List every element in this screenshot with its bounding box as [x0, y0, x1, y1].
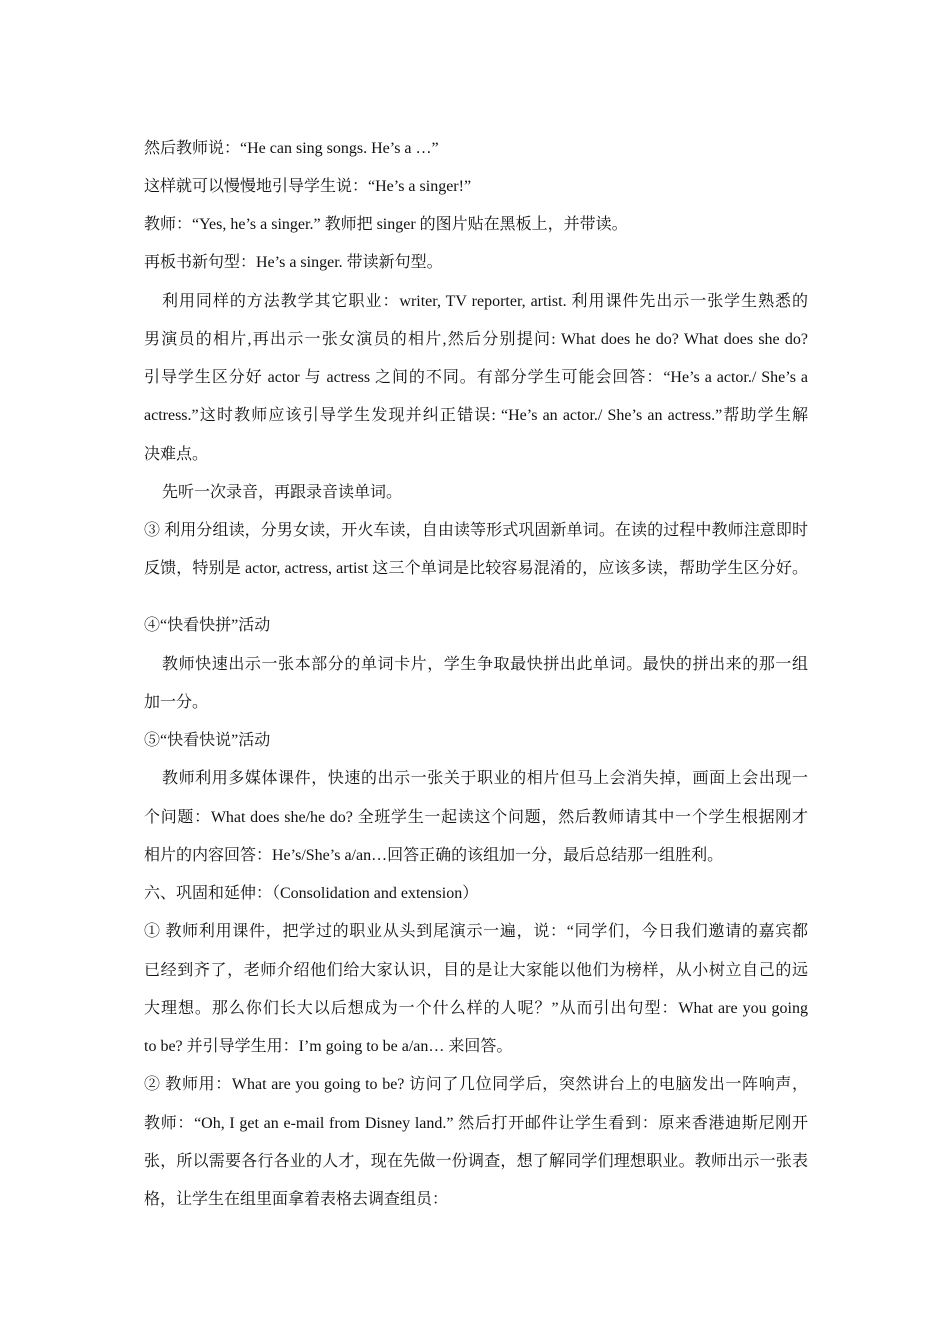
text-line: 引导学生区分好 actor 与 actress 之间的不同。有部分学生可能会回答：“He’s a actor./ She’s a — [144, 369, 808, 386]
text-line: 已经到齐了，老师介绍他们给大家认识，目的是让大家能以他们为榜样，从小树立自己的远 — [144, 962, 808, 979]
text-line: 大理想。那么你们长大以后想成为一个什么样的人呢？”从而引出句型：What are you going — [144, 1000, 808, 1017]
text-line: 张，所以需要各行各业的人才，现在先做一份调查，想了解同学们理想职业。教师出示一张表 — [144, 1153, 808, 1170]
text-line: 格，让学生在组里面拿着表格去调查组员： — [144, 1191, 449, 1208]
text-line: 先听一次录音，再跟录音读单词。 — [162, 484, 403, 501]
text-line: 教师：“Oh, I get an e-mail from Disney land.” 然后打开邮件让学生看到：原来香港迪斯尼刚开 — [144, 1115, 808, 1132]
text-line: actress.”这时教师应该引导学生发现并纠正错误: “He’s an actor./ She’s an actress.”帮助学生解 — [144, 407, 808, 424]
text-line: 决难点。 — [144, 446, 209, 463]
text-line: 个问题：What does she/he do? 全班学生一起读这个问题，然后教师请其中一个学生根据刚才 — [144, 809, 808, 826]
text-line: ① 教师利用课件，把学过的职业从头到尾演示一遍，说：“同学们，今日我们邀请的嘉宾都 — [144, 923, 808, 940]
section-heading: 六、巩固和延伸：（Consolidation and extension） — [144, 885, 479, 902]
text-line: 男演员的相片,再出示一张女演员的相片,然后分别提问: What does he do? What does she do? — [144, 331, 808, 348]
text-line: to be? 并引导学生用：I’m going to be a/an… 来回答。 — [144, 1038, 513, 1055]
text-line: 加一分。 — [144, 694, 209, 711]
text-line: 反馈，特别是 actor, actress, artist 这三个单词是比较容易混淆的，应该多读，帮助学生区分好。 — [144, 560, 808, 577]
text-line: 利用同样的方法教学其它职业：writer, TV reporter, artist. 利用课件先出示一张学生熟悉的 — [162, 293, 808, 310]
section-heading: ④“快看快拼”活动 — [144, 617, 271, 634]
text-line: 这样就可以慢慢地引导学生说：“He’s a singer!” — [144, 178, 472, 195]
text-line: 教师：“Yes, he’s a singer.” 教师把 singer 的图片贴在黑板上，并带读。 — [144, 216, 628, 233]
text-line: 教师利用多媒体课件，快速的出示一张关于职业的相片但马上会消失掉，画面上会出现一 — [162, 770, 808, 787]
text-line: 教师快速出示一张本部分的单词卡片，学生争取最快拼出此单词。最快的拼出来的那一组 — [162, 656, 808, 673]
text-line: 相片的内容回答：He’s/She’s a/an…回答正确的该组加一分，最后总结那一组胜利。 — [144, 847, 724, 864]
section-heading: ⑤“快看快说”活动 — [144, 732, 271, 749]
text-line: ③ 利用分组读，分男女读，开火车读，自由读等形式巩固新单词。在读的过程中教师注意即时 — [144, 522, 808, 539]
text-line: 再板书新句型：He’s a singer. 带读新句型。 — [144, 254, 443, 271]
text-line: 然后教师说：“He can sing songs. He’s a …” — [144, 140, 439, 157]
text-line: ② 教师用：What are you going to be? 访问了几位同学后，突然讲台上的电脑发出一阵响声， — [144, 1076, 808, 1093]
